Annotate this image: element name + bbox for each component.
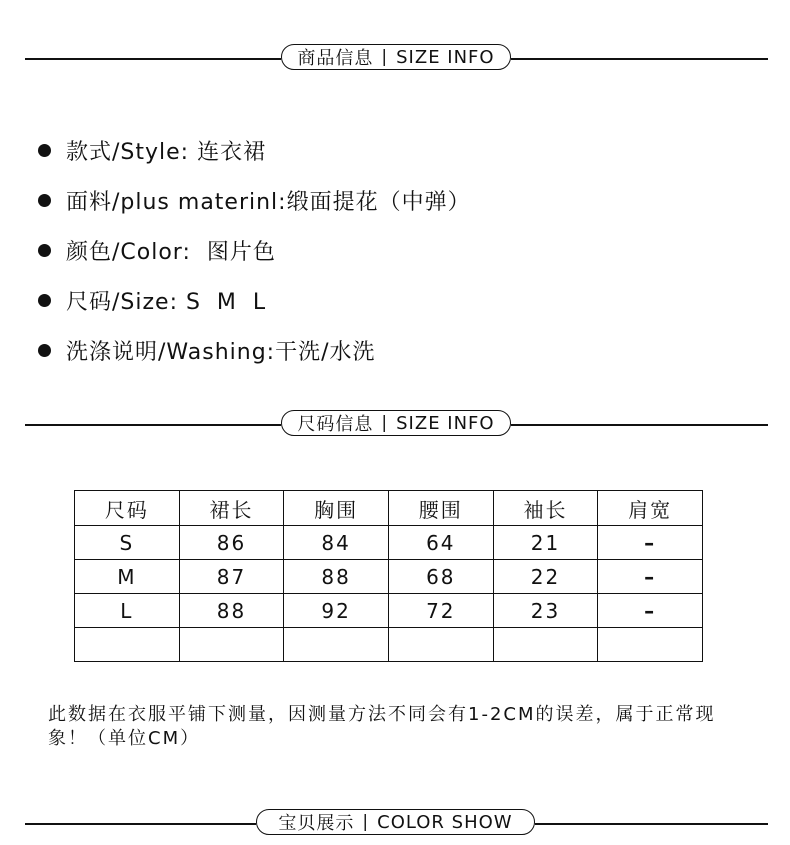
- table-cell: [388, 628, 493, 662]
- table-cell: –: [598, 594, 703, 628]
- table-cell: 86: [179, 526, 284, 560]
- section-title-en: SIZE INFO: [396, 412, 495, 434]
- table-cell: 88: [284, 560, 389, 594]
- divider-line-right: [511, 58, 768, 60]
- column-header: 袖长: [493, 491, 598, 526]
- table-row: [75, 526, 703, 560]
- section-title-cn: 宝贝展示: [278, 813, 355, 834]
- info-text: 款式/Style: 连衣裙: [66, 139, 267, 165]
- table-cell: 84: [284, 526, 389, 560]
- table-cell: 64: [388, 526, 493, 560]
- bullet-icon: [38, 144, 51, 157]
- product-info-list: [38, 125, 471, 375]
- section-header-product-info: [0, 44, 790, 74]
- table-cell: 21: [493, 526, 598, 560]
- section-title-pill: [281, 44, 511, 70]
- section-title-cn: 商品信息: [297, 48, 374, 69]
- section-title-pill: [281, 410, 511, 436]
- divider-line-left: [25, 424, 281, 426]
- table-cell: 23: [493, 594, 598, 628]
- info-item-fabric: [38, 175, 471, 225]
- column-header: 裙长: [179, 491, 284, 526]
- section-title-cn: 尺码信息: [297, 414, 374, 435]
- table-cell: S: [75, 526, 180, 560]
- info-text: 面料/plus materinl:缎面提花（中弹）: [66, 189, 471, 215]
- separator: |: [362, 812, 370, 832]
- table-cell: 88: [179, 594, 284, 628]
- info-item-color: [38, 225, 471, 275]
- table-header-row: [75, 491, 703, 526]
- info-text: 洗涤说明/Washing:干洗/水洗: [66, 339, 376, 365]
- section-title-en: SIZE INFO: [396, 46, 495, 68]
- table-cell: M: [75, 560, 180, 594]
- info-item-size: [38, 275, 471, 325]
- table-cell: 68: [388, 560, 493, 594]
- bullet-icon: [38, 194, 51, 207]
- info-item-style: [38, 125, 471, 175]
- table-cell: 22: [493, 560, 598, 594]
- separator: |: [381, 413, 389, 433]
- bullet-icon: [38, 294, 51, 307]
- info-item-washing: [38, 325, 471, 375]
- table-cell: [598, 628, 703, 662]
- column-header: 腰围: [388, 491, 493, 526]
- bullet-icon: [38, 244, 51, 257]
- divider-line-left: [25, 58, 281, 60]
- bullet-icon: [38, 344, 51, 357]
- separator: |: [381, 47, 389, 67]
- column-header: 肩宽: [598, 491, 703, 526]
- table-cell: 72: [388, 594, 493, 628]
- table-cell: [179, 628, 284, 662]
- table-cell: –: [598, 526, 703, 560]
- column-header: 尺码: [75, 491, 180, 526]
- measurement-note: 此数据在衣服平铺下测量，因测量方法不同会有1-2CM的误差，属于正常现象！（单位CM）: [48, 704, 716, 749]
- section-title-en: COLOR SHOW: [377, 811, 513, 833]
- table-row: [75, 628, 703, 662]
- column-header: 胸围: [284, 491, 389, 526]
- divider-line-right: [511, 424, 768, 426]
- table-cell: –: [598, 560, 703, 594]
- divider-line-right: [535, 823, 768, 825]
- size-table: [74, 490, 703, 662]
- section-title-pill: [256, 809, 535, 835]
- divider-line-left: [25, 823, 256, 825]
- table-cell: 87: [179, 560, 284, 594]
- info-text: 尺码/Size: S M L: [66, 289, 267, 315]
- table-row: [75, 560, 703, 594]
- table-row: [75, 594, 703, 628]
- table-cell: [75, 628, 180, 662]
- table-cell: L: [75, 594, 180, 628]
- section-header-size-info: [0, 410, 790, 440]
- table-cell: 92: [284, 594, 389, 628]
- info-text: 颜色/Color: 图片色: [66, 239, 276, 265]
- table-cell: [284, 628, 389, 662]
- table-cell: [493, 628, 598, 662]
- section-header-color-show: [0, 809, 790, 839]
